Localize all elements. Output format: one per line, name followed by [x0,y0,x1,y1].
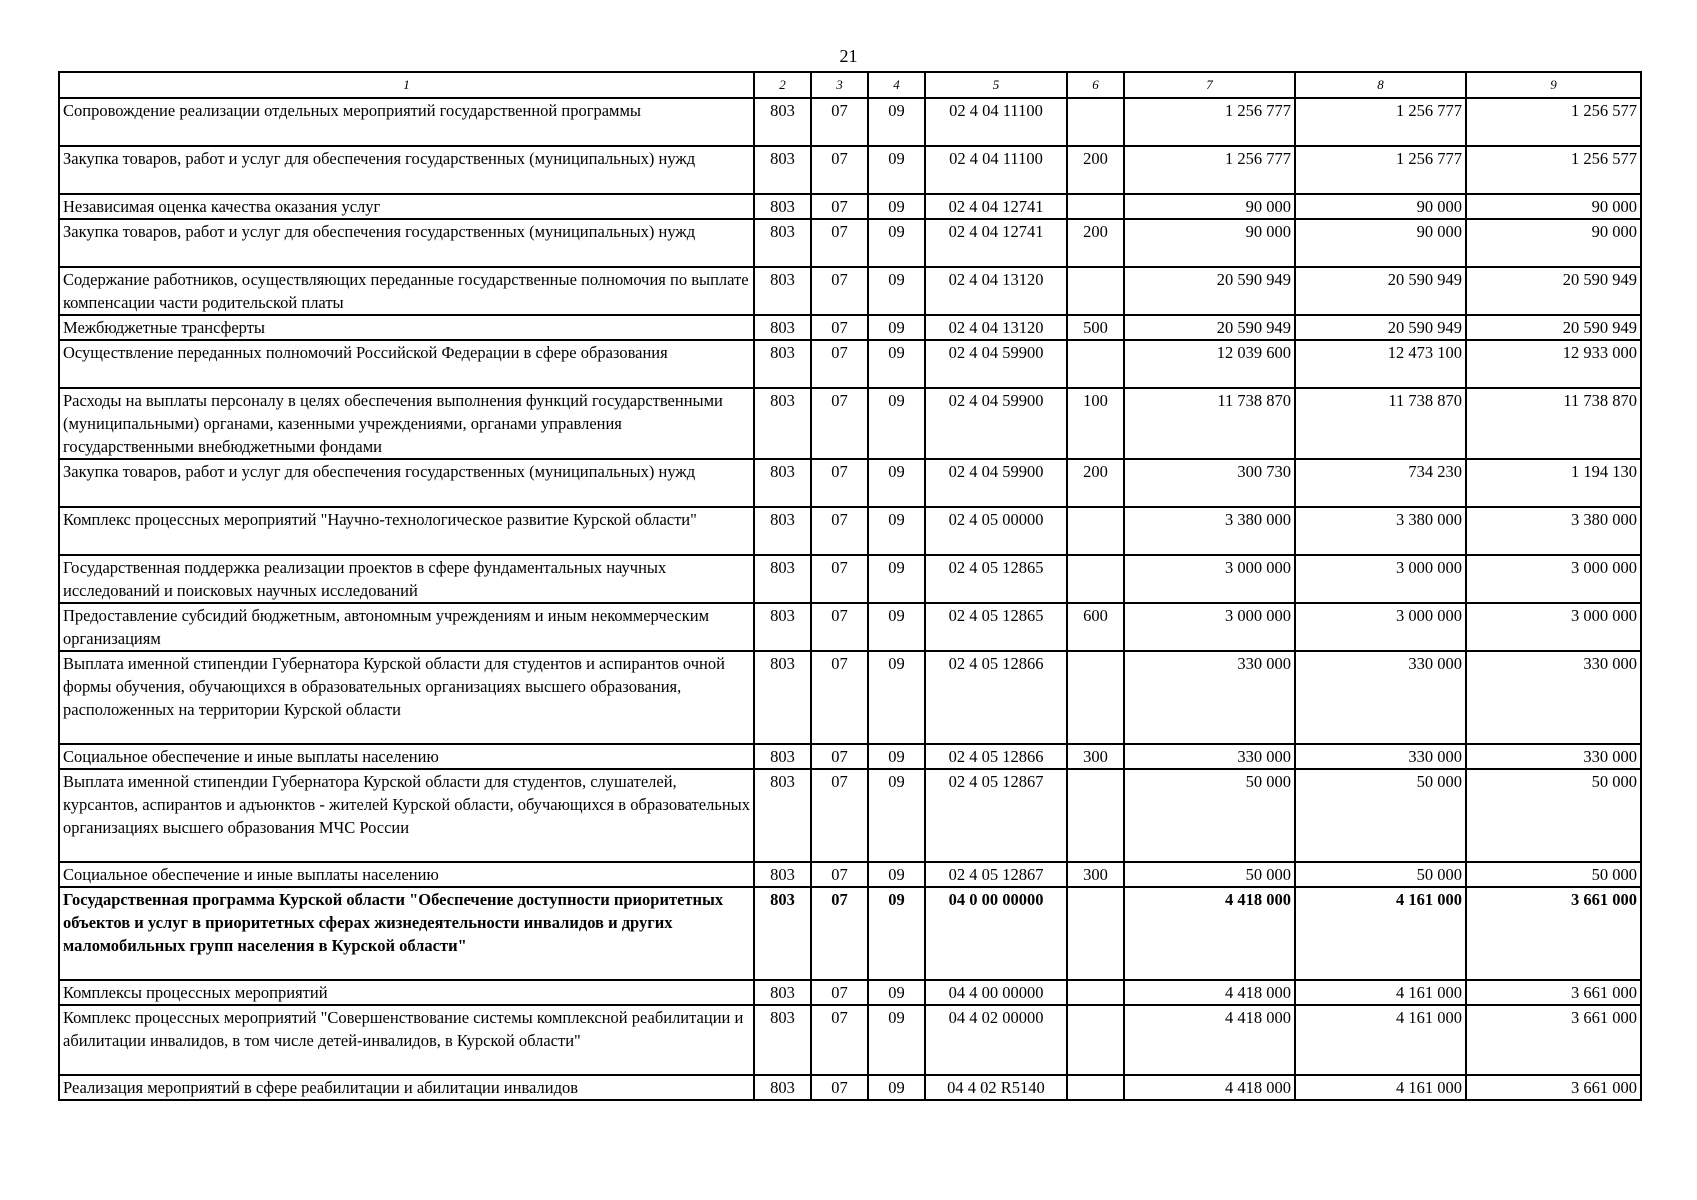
row-name: Сопровождение реализации отдельных мероприятий государственной программы [59,98,754,146]
row-amount-year3: 12 933 000 [1466,340,1641,388]
header-cell: 6 [1067,72,1124,98]
row-section-code: 07 [811,887,868,980]
row-ministry-code: 803 [754,651,811,744]
row-expense-type [1067,651,1124,744]
row-amount-year3: 50 000 [1466,769,1641,862]
row-amount-year1: 90 000 [1124,194,1295,219]
row-section-code: 07 [811,507,868,555]
row-amount-year2: 734 230 [1295,459,1466,507]
row-section-code: 07 [811,980,868,1005]
row-ministry-code: 803 [754,219,811,267]
row-target-article: 02 4 04 12741 [925,194,1067,219]
row-name: Межбюджетные трансферты [59,315,754,340]
row-amount-year2: 50 000 [1295,862,1466,887]
row-amount-year2: 20 590 949 [1295,267,1466,315]
row-section-code: 07 [811,1005,868,1075]
row-amount-year2: 4 161 000 [1295,1005,1466,1075]
row-amount-year1: 1 256 777 [1124,98,1295,146]
row-expense-type [1067,1005,1124,1075]
row-amount-year3: 330 000 [1466,744,1641,769]
row-amount-year1: 3 000 000 [1124,603,1295,651]
row-subsection-code: 09 [868,1005,925,1075]
row-section-code: 07 [811,555,868,603]
row-name: Выплата именной стипендии Губернатора Курской области для студентов, слушателей, курсантов, аспирантов и адъюнктов - жителей Курской области, обучающихся в образовательных организациях высшего образования МЧС России [59,769,754,862]
row-amount-year3: 50 000 [1466,862,1641,887]
row-amount-year1: 3 000 000 [1124,555,1295,603]
row-subsection-code: 09 [868,887,925,980]
row-amount-year1: 300 730 [1124,459,1295,507]
row-name: Реализация мероприятий в сфере реабилитации и абилитации инвалидов [59,1075,754,1100]
row-ministry-code: 803 [754,146,811,194]
row-target-article: 02 4 04 11100 [925,98,1067,146]
row-section-code: 07 [811,862,868,887]
row-section-code: 07 [811,340,868,388]
row-ministry-code: 803 [754,1075,811,1100]
row-expense-type: 200 [1067,146,1124,194]
row-expense-type [1067,1075,1124,1100]
row-ministry-code: 803 [754,388,811,459]
row-section-code: 07 [811,146,868,194]
row-target-article: 04 4 02 R5140 [925,1075,1067,1100]
row-ministry-code: 803 [754,194,811,219]
row-target-article: 02 4 04 59900 [925,388,1067,459]
row-target-article: 02 4 04 12741 [925,219,1067,267]
row-subsection-code: 09 [868,980,925,1005]
row-ministry-code: 803 [754,887,811,980]
row-expense-type [1067,555,1124,603]
row-subsection-code: 09 [868,769,925,862]
row-amount-year2: 50 000 [1295,769,1466,862]
row-amount-year1: 4 418 000 [1124,1005,1295,1075]
row-amount-year3: 20 590 949 [1466,267,1641,315]
row-amount-year1: 50 000 [1124,862,1295,887]
table-row [59,603,1641,651]
row-section-code: 07 [811,1075,868,1100]
header-cell: 5 [925,72,1067,98]
row-name: Социальное обеспечение и иные выплаты населению [59,744,754,769]
row-name: Социальное обеспечение и иные выплаты населению [59,862,754,887]
row-ministry-code: 803 [754,980,811,1005]
row-target-article: 02 4 05 12867 [925,769,1067,862]
row-amount-year3: 3 000 000 [1466,555,1641,603]
row-ministry-code: 803 [754,340,811,388]
budget-table [58,71,1642,1101]
table-row [59,98,1641,146]
row-expense-type: 200 [1067,459,1124,507]
row-amount-year3: 330 000 [1466,651,1641,744]
row-amount-year1: 4 418 000 [1124,1075,1295,1100]
row-amount-year3: 3 661 000 [1466,980,1641,1005]
table-header-row [59,72,1641,98]
row-amount-year3: 3 000 000 [1466,603,1641,651]
row-amount-year2: 12 473 100 [1295,340,1466,388]
row-subsection-code: 09 [868,459,925,507]
table-row [59,219,1641,267]
row-target-article: 02 4 04 13120 [925,267,1067,315]
row-section-code: 07 [811,459,868,507]
row-name: Выплата именной стипендии Губернатора Курской области для студентов и аспирантов очной формы обучения, обучающихся в образовательных организациях высшего образования, расположенных на территории Курской области [59,651,754,744]
row-amount-year2: 330 000 [1295,744,1466,769]
row-amount-year2: 1 256 777 [1295,146,1466,194]
table-row [59,555,1641,603]
row-name: Государственная поддержка реализации проектов в сфере фундаментальных научных исследований и поисковых научных исследований [59,555,754,603]
row-amount-year3: 90 000 [1466,219,1641,267]
row-target-article: 02 4 04 59900 [925,340,1067,388]
table-row [59,887,1641,980]
header-cell: 1 [59,72,754,98]
row-name: Государственная программа Курской области "Обеспечение доступности приоритетных объектов и услуг в приоритетных сферах жизнедеятельности инвалидов и других маломобильных групп населения в Курской области" [59,887,754,980]
row-amount-year1: 4 418 000 [1124,887,1295,980]
row-expense-type: 300 [1067,862,1124,887]
table-row [59,862,1641,887]
row-subsection-code: 09 [868,146,925,194]
row-amount-year2: 90 000 [1295,219,1466,267]
row-amount-year1: 330 000 [1124,744,1295,769]
row-expense-type [1067,194,1124,219]
table-row [59,507,1641,555]
table-row [59,980,1641,1005]
table-row [59,744,1641,769]
row-expense-type [1067,507,1124,555]
row-amount-year1: 20 590 949 [1124,315,1295,340]
row-amount-year3: 1 256 577 [1466,98,1641,146]
row-expense-type [1067,267,1124,315]
row-section-code: 07 [811,267,868,315]
header-cell: 7 [1124,72,1295,98]
row-amount-year1: 12 039 600 [1124,340,1295,388]
row-subsection-code: 09 [868,603,925,651]
row-subsection-code: 09 [868,98,925,146]
header-cell: 8 [1295,72,1466,98]
row-target-article: 02 4 04 13120 [925,315,1067,340]
row-amount-year3: 3 661 000 [1466,1005,1641,1075]
row-amount-year3: 1 256 577 [1466,146,1641,194]
row-amount-year2: 330 000 [1295,651,1466,744]
row-subsection-code: 09 [868,651,925,744]
table-row [59,1075,1641,1100]
row-subsection-code: 09 [868,507,925,555]
row-subsection-code: 09 [868,219,925,267]
row-expense-type: 600 [1067,603,1124,651]
row-name: Расходы на выплаты персоналу в целях обеспечения выполнения функций государственными (муниципальными) органами, казенными учреждениями, органами управления государственными внебюджетными фондами [59,388,754,459]
table-row [59,651,1641,744]
row-amount-year1: 4 418 000 [1124,980,1295,1005]
row-expense-type: 100 [1067,388,1124,459]
row-subsection-code: 09 [868,744,925,769]
row-amount-year2: 11 738 870 [1295,388,1466,459]
row-target-article: 02 4 05 12865 [925,555,1067,603]
row-amount-year3: 90 000 [1466,194,1641,219]
row-amount-year2: 1 256 777 [1295,98,1466,146]
row-subsection-code: 09 [868,315,925,340]
table-body [59,72,1641,1100]
table-row [59,769,1641,862]
row-expense-type [1067,98,1124,146]
row-amount-year2: 4 161 000 [1295,887,1466,980]
row-ministry-code: 803 [754,459,811,507]
row-target-article: 02 4 05 00000 [925,507,1067,555]
row-amount-year2: 90 000 [1295,194,1466,219]
row-expense-type: 200 [1067,219,1124,267]
header-cell: 4 [868,72,925,98]
row-amount-year2: 3 380 000 [1295,507,1466,555]
page-number: 21 [839,46,858,66]
row-target-article: 04 0 00 00000 [925,887,1067,980]
table-row [59,194,1641,219]
row-target-article: 02 4 05 12866 [925,651,1067,744]
row-amount-year2: 3 000 000 [1295,555,1466,603]
row-name: Комплекс процессных мероприятий "Совершенствование системы комплексной реабилитации и абилитации инвалидов, в том числе детей-инвалидов, в Курской области" [59,1005,754,1075]
row-section-code: 07 [811,603,868,651]
row-amount-year1: 50 000 [1124,769,1295,862]
row-target-article: 02 4 04 11100 [925,146,1067,194]
row-amount-year2: 4 161 000 [1295,1075,1466,1100]
row-expense-type [1067,980,1124,1005]
row-amount-year1: 3 380 000 [1124,507,1295,555]
row-section-code: 07 [811,651,868,744]
row-name: Закупка товаров, работ и услуг для обеспечения государственных (муниципальных) нужд [59,219,754,267]
row-section-code: 07 [811,769,868,862]
row-amount-year1: 330 000 [1124,651,1295,744]
row-ministry-code: 803 [754,267,811,315]
row-section-code: 07 [811,98,868,146]
row-section-code: 07 [811,744,868,769]
row-target-article: 04 4 00 00000 [925,980,1067,1005]
row-subsection-code: 09 [868,194,925,219]
row-expense-type [1067,887,1124,980]
row-expense-type [1067,340,1124,388]
table-row [59,459,1641,507]
header-cell: 2 [754,72,811,98]
row-name: Комплексы процессных мероприятий [59,980,754,1005]
row-expense-type: 500 [1067,315,1124,340]
row-ministry-code: 803 [754,555,811,603]
table-row [59,388,1641,459]
row-amount-year1: 11 738 870 [1124,388,1295,459]
row-amount-year1: 1 256 777 [1124,146,1295,194]
row-subsection-code: 09 [868,267,925,315]
row-name: Закупка товаров, работ и услуг для обеспечения государственных (муниципальных) нужд [59,146,754,194]
row-name: Комплекс процессных мероприятий "Научно-технологическое развитие Курской области" [59,507,754,555]
row-amount-year3: 3 661 000 [1466,887,1641,980]
row-name: Закупка товаров, работ и услуг для обеспечения государственных (муниципальных) нужд [59,459,754,507]
row-target-article: 02 4 05 12867 [925,862,1067,887]
table-row [59,1005,1641,1075]
row-ministry-code: 803 [754,1005,811,1075]
row-ministry-code: 803 [754,603,811,651]
row-target-article: 02 4 05 12866 [925,744,1067,769]
row-name: Содержание работников, осуществляющих переданные государственные полномочия по выплате компенсации части родительской платы [59,267,754,315]
row-subsection-code: 09 [868,862,925,887]
row-ministry-code: 803 [754,769,811,862]
row-amount-year3: 3 661 000 [1466,1075,1641,1100]
row-ministry-code: 803 [754,744,811,769]
header-cell: 3 [811,72,868,98]
row-amount-year3: 1 194 130 [1466,459,1641,507]
row-target-article: 04 4 02 00000 [925,1005,1067,1075]
table-row [59,146,1641,194]
row-subsection-code: 09 [868,555,925,603]
row-target-article: 02 4 05 12865 [925,603,1067,651]
row-section-code: 07 [811,219,868,267]
row-amount-year3: 11 738 870 [1466,388,1641,459]
row-subsection-code: 09 [868,388,925,459]
row-target-article: 02 4 04 59900 [925,459,1067,507]
row-amount-year2: 20 590 949 [1295,315,1466,340]
row-amount-year2: 3 000 000 [1295,603,1466,651]
row-amount-year3: 3 380 000 [1466,507,1641,555]
row-ministry-code: 803 [754,862,811,887]
row-expense-type: 300 [1067,744,1124,769]
table-row [59,267,1641,315]
row-name: Независимая оценка качества оказания услуг [59,194,754,219]
row-expense-type [1067,769,1124,862]
row-amount-year3: 20 590 949 [1466,315,1641,340]
row-amount-year1: 90 000 [1124,219,1295,267]
row-section-code: 07 [811,194,868,219]
row-amount-year2: 4 161 000 [1295,980,1466,1005]
table-row [59,315,1641,340]
row-subsection-code: 09 [868,340,925,388]
row-subsection-code: 09 [868,1075,925,1100]
header-cell: 9 [1466,72,1641,98]
row-name: Предоставление субсидий бюджетным, автономным учреждениям и иным некоммерческим организациям [59,603,754,651]
row-name: Осуществление переданных полномочий Российской Федерации в сфере образования [59,340,754,388]
row-section-code: 07 [811,315,868,340]
row-section-code: 07 [811,388,868,459]
row-ministry-code: 803 [754,315,811,340]
row-amount-year1: 20 590 949 [1124,267,1295,315]
row-ministry-code: 803 [754,507,811,555]
row-ministry-code: 803 [754,98,811,146]
table-row [59,340,1641,388]
